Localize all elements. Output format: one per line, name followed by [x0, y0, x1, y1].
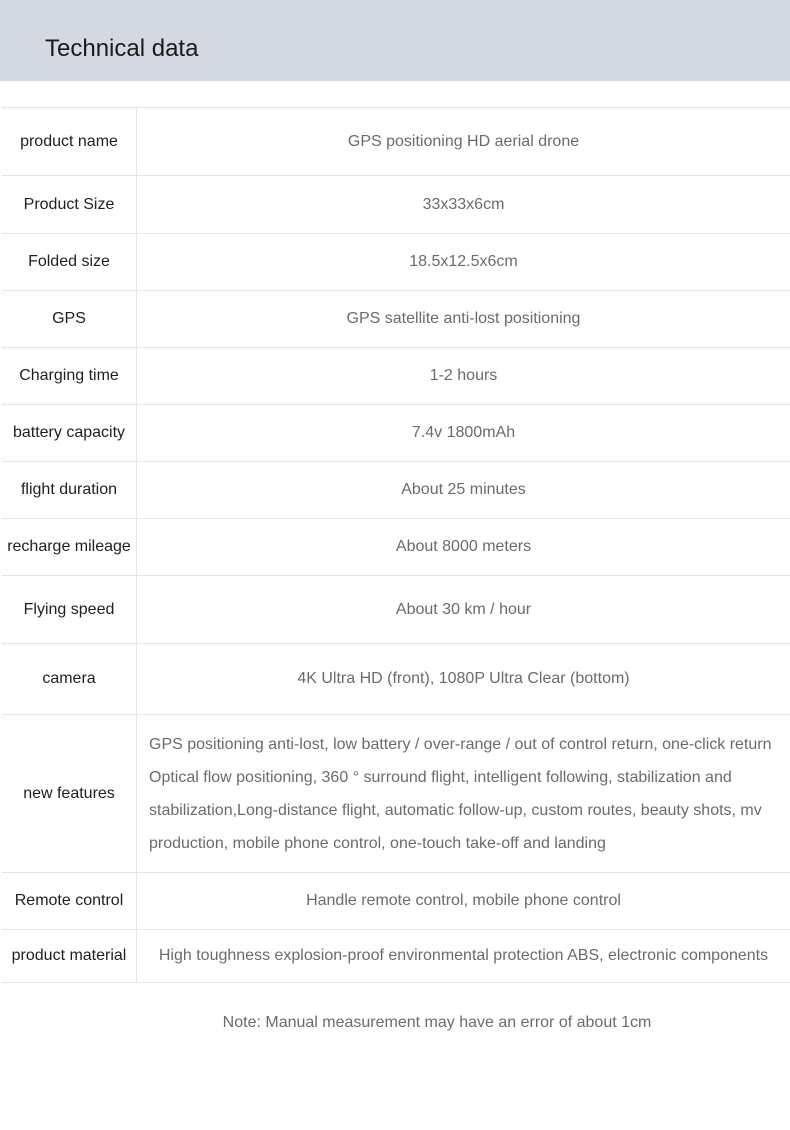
spec-row-recharge-mileage	[2, 518, 790, 575]
spec-table	[2, 107, 790, 983]
spec-label: Folded size	[2, 234, 137, 290]
spec-value: 1-2 hours	[429, 367, 498, 384]
spec-label: camera	[2, 644, 137, 714]
spec-label: battery capacity	[2, 405, 137, 461]
spec-value: 18.5x12.5x6cm	[409, 253, 518, 270]
spec-value: High toughness explosion-proof environmental protection ABS, electronic components	[158, 947, 769, 964]
spec-label: Flying speed	[2, 576, 137, 643]
spec-label: product material	[2, 930, 137, 982]
page-title: Technical data	[45, 35, 199, 62]
spec-row-product-material	[2, 929, 790, 983]
spec-row-gps	[2, 290, 790, 347]
spec-row-folded-size	[2, 233, 790, 290]
spec-label: Charging time	[2, 348, 137, 404]
spec-value: GPS positioning HD aerial drone	[347, 132, 580, 150]
spec-label: recharge mileage	[2, 519, 137, 575]
spec-value: About 30 km / hour	[395, 600, 532, 618]
spec-row-charging-time	[2, 347, 790, 404]
spec-value: Handle remote control, mobile phone control	[306, 892, 621, 909]
spec-label: Remote control	[2, 873, 137, 929]
spec-row-remote-control	[2, 872, 790, 929]
spec-row-flying-speed	[2, 575, 790, 643]
spec-label: new features	[2, 715, 137, 872]
spec-row-product-name	[2, 107, 790, 175]
spec-value: 4K Ultra HD (front), 1080P Ultra Clear (bottom)	[297, 670, 630, 687]
header-banner	[0, 0, 790, 81]
spec-row-product-size	[2, 175, 790, 233]
spec-label: Product Size	[2, 176, 137, 233]
spec-row-battery-capacity	[2, 404, 790, 461]
spec-value: 7.4v 1800mAh	[411, 424, 516, 441]
spec-row-flight-duration	[2, 461, 790, 518]
spec-label: product name	[2, 108, 137, 175]
spec-value: GPS satellite anti-lost positioning	[346, 310, 581, 327]
measurement-note: Note: Manual measurement may have an error of about 1cm	[222, 1014, 652, 1031]
spec-row-camera	[2, 643, 790, 714]
spec-value: 33x33x6cm	[422, 195, 505, 213]
spec-label: GPS	[2, 291, 137, 347]
spec-value: About 25 minutes	[401, 481, 526, 498]
spec-row-new-features	[2, 714, 790, 872]
spec-label: flight duration	[2, 462, 137, 518]
spec-value: GPS positioning anti-lost, low battery / over-range / out of control return, one-click return Optical flow positioning, 360 ° surround flight, intelligent following, stabilization and stabilization,Long-distance flight, automatic follow-up, custom routes, beauty shots, mv production, mobile phone control, one-touch take-off and landing	[149, 735, 772, 852]
spec-value: About 8000 meters	[395, 538, 532, 555]
